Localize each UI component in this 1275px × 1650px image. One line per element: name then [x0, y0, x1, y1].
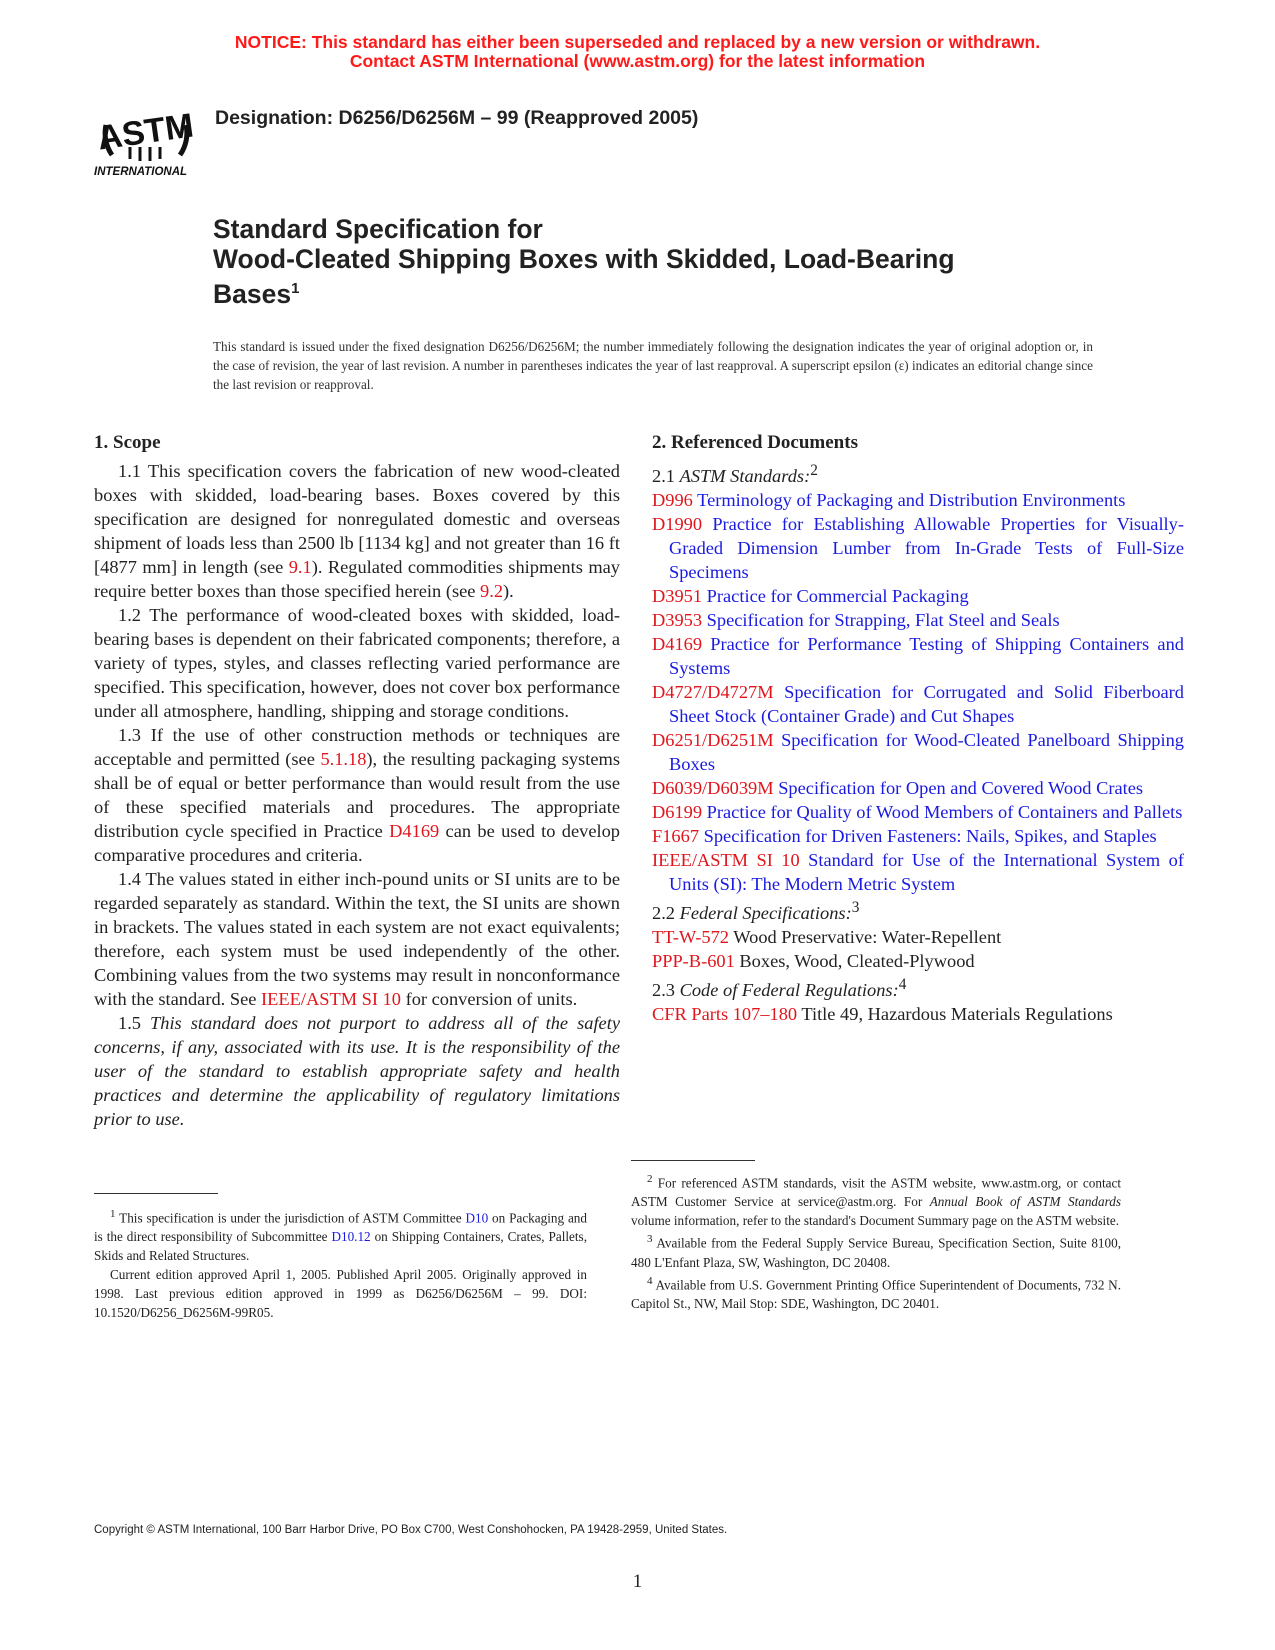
reference-code-link[interactable]: D3951: [652, 586, 703, 607]
footnote-2: $^2$ For referenced ASTM standards, visit the ASTM website, www.astm.org, or contact ASTM Customer Service at service@astm.org. For Annual Book of ASTM Standards volume information, refer to the standard's Document Summary page on the ASTM website.: [631, 1173, 1121, 1229]
section-link-9-1[interactable]: 9.1: [288, 557, 312, 577]
scope-para-1-1: 1.1 This specification covers the fabrication of new wood-cleated boxes with skidded, load-bearing bases. Boxes covered by this specification are designed for nonregulated domestic and overseas shipment of loads less than 2500 lb [1134 kg] and not greater than 16 ft [4877 mm] in length (see 9.1). Regulated commodities shipments may require better boxes than those specified herein (see 9.2).: [94, 461, 620, 601]
reference-item: [652, 512, 1184, 584]
reference-code-link[interactable]: CFR Parts 107–180: [652, 1004, 798, 1025]
footnote-rule-left: [94, 1193, 218, 1194]
title-footnote-ref[interactable]: 1: [291, 280, 300, 297]
footnote-4: $^4$ Available from U.S. Government Printing Office Superintendent of Documents, 732 N. Capitol St., NW, Mail Stop: SDE, Washington, DC 20401.: [631, 1274, 1121, 1312]
reference-code-link[interactable]: D4169: [652, 634, 703, 655]
reference-item: [652, 488, 1184, 512]
scope-para-1-2: 1.2 The performance of wood-cleated boxes with skidded, load-bearing bases is dependent on their fabricated components; therefore, a variety of types, styles, and classes reflecting varied performance are specified. This specification, however, does not cover box performance under all atmosphere, handling, shipping and storage conditions.: [94, 605, 620, 721]
reference-code-link[interactable]: PPP-B-601: [652, 951, 735, 972]
section-link-9-2[interactable]: 9.2: [480, 581, 504, 601]
reference-title: Boxes, Wood, Cleated-Plywood: [739, 951, 975, 972]
cfr-list: [652, 1002, 1184, 1026]
notice-line-2: Contact ASTM International (www.astm.org) for the latest information: [349, 51, 926, 71]
standard-link-d4169[interactable]: D4169: [389, 821, 440, 841]
reference-title[interactable]: Practice for Performance Testing of Shipping Containers and Systems: [669, 634, 1184, 679]
reference-code-link[interactable]: D6039/D6039M: [652, 778, 774, 799]
reference-item: [652, 608, 1184, 632]
reference-title[interactable]: Specification for Strapping, Flat Steel and Seals: [706, 610, 1060, 631]
page-number: 1: [632, 1571, 643, 1592]
reference-code-link[interactable]: TT-W-572: [652, 927, 729, 948]
reference-code-link[interactable]: D6199: [652, 802, 703, 823]
reference-title[interactable]: Specification for Open and Covered Wood Crates: [778, 778, 1144, 799]
reference-code-link[interactable]: D3953: [652, 610, 703, 631]
reference-item: [652, 632, 1184, 680]
reference-title[interactable]: Practice for Commercial Packaging: [706, 586, 969, 607]
reference-item: [652, 680, 1184, 728]
footnote-1: $^1$ This specification is under the jurisdiction of ASTM Committee D10 on Packaging and is the direct responsibility of Subcommittee D10.12 on Shipping Containers, Crates, Pallets, Skids and Related Structures.: [94, 1208, 587, 1264]
document-title: [213, 214, 1113, 309]
scope-para-1-5: 1.5 This standard does not purport to address all of the safety concerns, if any, associated with its use. It is the responsibility of the user of the standard to establish appropriate safety and health practices and determine the applicability of regulatory limitations prior to use.: [94, 1013, 620, 1129]
title-line-3: Bases: [213, 278, 292, 309]
references-heading: 2. Referenced Documents: [652, 432, 858, 453]
issued-note: This standard is issued under the fixed designation D6256/D6256M; the number immediately following the designation indicates the year of original adoption or, in the case of revision, the year of last revision. A number in parentheses indicates the year of last reapproval. A superscript epsilon (ε) indicates an editorial change since the last revision or reapproval.: [213, 339, 1093, 392]
edition-note: Current edition approved April 1, 2005. Published April 2005. Originally approved in 1998. Last previous edition approved in 1999 as D6256/D6256M – 99. DOI: 10.1520/D6256_D6256M-99R05.: [94, 1267, 587, 1321]
reference-title[interactable]: Specification for Driven Fasteners: Nails, Spikes, and Staples: [703, 826, 1157, 847]
footnotes-right: [631, 1170, 1121, 1313]
astm-logo: [92, 85, 200, 185]
footnote-3: $^3$ Available from the Federal Supply Service Bureau, Specification Section, Suite 8100, 480 L'Enfant Plaza, SW, Washington, DC 20408.: [631, 1233, 1121, 1270]
scope-para-1-3: 1.3 If the use of other construction methods or techniques are acceptable and permitted (see 5.1.18), the resulting packaging systems shall be of equal or better performance than would result from the use of these specified materials and procedures. The appropriate distribution cycle specified in Practice D4169 can be used to develop comparative procedures and criteria.: [94, 725, 620, 865]
notice-banner: [0, 33, 1275, 71]
references-column: [652, 431, 1184, 1026]
reference-item: [652, 824, 1184, 848]
reference-code-link[interactable]: IEEE/ASTM SI 10: [652, 850, 800, 871]
scope-para-1-4: 1.4 The values stated in either inch-pound units or SI units are to be regarded separately as standard. Within the text, the SI units are shown in brackets. The values stated in each system are not exact equivalents; therefore, each system must be used independently of the other. Combining values from the two systems may result in nonconformance with the standard. See IEEE/ASTM SI 10 for conversion of units.: [94, 869, 620, 1009]
reference-item: [652, 1002, 1184, 1026]
title-line-2: Wood-Cleated Shipping Boxes with Skidded, Load-Bearing: [213, 244, 955, 274]
reference-code-link[interactable]: F1667: [652, 826, 700, 847]
reference-code-link[interactable]: D996: [652, 490, 693, 511]
reference-title[interactable]: Terminology of Packaging and Distribution Environments: [697, 490, 1126, 511]
reference-title[interactable]: Specification for Corrugated and Solid Fiberboard Sheet Stock (Container Grade) and Cut Shapes: [669, 682, 1184, 727]
scope-heading: 1. Scope: [94, 432, 161, 453]
reference-item: [652, 800, 1184, 824]
reference-item: [652, 728, 1184, 776]
reference-item: [652, 949, 1184, 973]
subcommittee-link-d10-12[interactable]: D10.12: [331, 1229, 371, 1245]
designation: Designation: D6256/D6256M – 99 (Reapproved 2005): [215, 107, 699, 129]
reference-code-link[interactable]: D4727/D4727M: [652, 682, 774, 703]
federal-specs-label: 2.2 Federal Specifications:$^3$: [652, 899, 860, 924]
reference-item: [652, 776, 1184, 800]
reference-title[interactable]: Specification for Wood-Cleated Panelboard Shipping Boxes: [669, 730, 1184, 775]
standard-link-si10[interactable]: IEEE/ASTM SI 10: [261, 989, 401, 1009]
copyright: Copyright © ASTM International, 100 Barr Harbor Drive, PO Box C700, West Conshohocken, PA 19428-2959, United States.: [94, 1524, 728, 1536]
footnote-rule-right: [631, 1160, 755, 1161]
title-line-1: Standard Specification for: [213, 214, 543, 244]
committee-link-d10[interactable]: D10: [465, 1210, 489, 1226]
scope-column: [94, 431, 620, 1131]
reference-code-link[interactable]: D1990: [652, 514, 703, 535]
astm-standards-label: 2.1 ASTM Standards:$^2$: [652, 462, 818, 487]
logo-label: INTERNATIONAL: [94, 166, 188, 178]
notice-line-1: NOTICE: This standard has either been superseded and replaced by a new version or withdrawn.: [234, 32, 1041, 52]
reference-title: Title 49, Hazardous Materials Regulations: [801, 1004, 1113, 1025]
reference-title: Wood Preservative: Water-Repellent: [733, 927, 1002, 948]
reference-code-link[interactable]: D6251/D6251M: [652, 730, 774, 751]
section-link-5-1-18[interactable]: 5.1.18: [320, 749, 367, 769]
cfr-label: 2.3 Code of Federal Regulations:$^4$: [652, 976, 907, 1001]
reference-title[interactable]: Practice for Establishing Allowable Properties for Visually-Graded Dimension Lumber from In-Grade Tests of Full-Size Specimens: [669, 514, 1184, 583]
astm-standards-list: [652, 488, 1184, 896]
reference-item: [652, 584, 1184, 608]
footnotes-left: [94, 1205, 587, 1322]
federal-specs-list: [652, 925, 1184, 973]
reference-title[interactable]: Practice for Quality of Wood Members of Containers and Pallets: [706, 802, 1183, 823]
logo-wordmark: ASTM: [95, 106, 196, 158]
reference-item: [652, 925, 1184, 949]
reference-title[interactable]: Standard for Use of the International System of Units (SI): The Modern Metric System: [669, 850, 1184, 895]
reference-item: [652, 848, 1184, 896]
